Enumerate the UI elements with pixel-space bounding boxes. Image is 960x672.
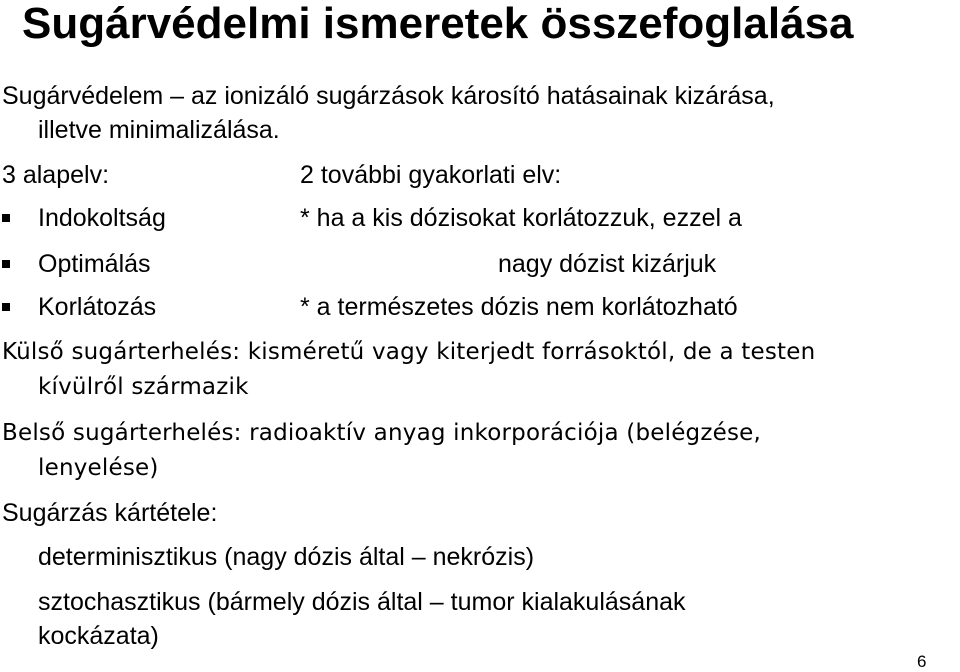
practical-principle-2: * a természetes dózis nem korlátozható (300, 293, 738, 321)
practical-principle-1-line-1: * ha a kis dózisokat korlátozzuk, ezzel a (300, 204, 742, 232)
damage-stochastic-line-1: sztochasztikus (bármely dózis által – tumor kialakulásának (38, 588, 686, 616)
page-title: Sugárvédelmi ismeretek összefoglalása (22, 0, 854, 48)
square-bullet-icon (2, 303, 10, 311)
principles-heading: 3 alapelv: (2, 161, 110, 189)
intro-line-1: Sugárvédelem – az ionizáló sugárzások károsító hatásainak kizárása, (2, 82, 775, 110)
external-exposure-line-2: kívülről származik (38, 374, 249, 400)
intro-line-2: illetve minimalizálása. (38, 116, 280, 144)
square-bullet-icon (2, 214, 10, 222)
damage-deterministic: determinisztikus (nagy dózis által – nekrózis) (38, 543, 535, 571)
external-exposure-line-1: Külső sugárterhelés: kisméretű vagy kiterjedt forrásoktól, de a testen (2, 339, 816, 365)
practical-heading: 2 további gyakorlati elv: (300, 161, 562, 189)
practical-principle-1-line-2: nagy dózist kizárjuk (498, 250, 717, 278)
internal-exposure-line-1: Belső sugárterhelés: radioaktív anyag inkorporációja (belégzése, (2, 420, 762, 446)
damage-stochastic-line-2: kockázata) (38, 622, 159, 650)
internal-exposure-line-2: lenyelése) (38, 455, 159, 481)
principle-item: Indokoltság (38, 204, 166, 232)
square-bullet-icon (2, 260, 10, 268)
principle-item: Korlátozás (38, 293, 157, 321)
damage-heading: Sugárzás kártétele: (2, 499, 218, 527)
principle-item: Optimálás (38, 250, 151, 278)
page-number: 6 (917, 652, 927, 671)
